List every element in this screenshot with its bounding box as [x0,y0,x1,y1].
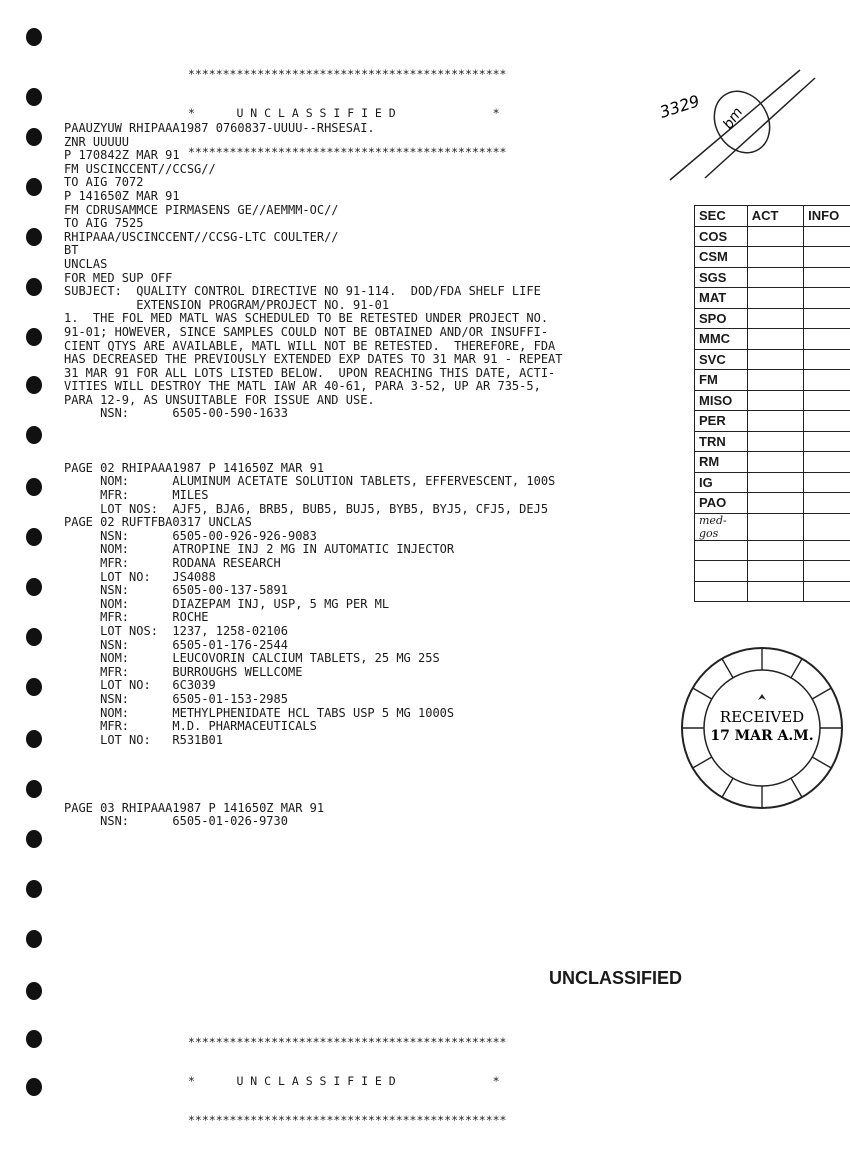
routing-row [695,288,850,309]
punch-hole [26,628,42,646]
message-line: PAAUZYUW RHIPAAA1987 0760837-UUUU--RHSESAI. [64,122,563,136]
message-line [64,775,563,789]
punch-hole [26,426,42,444]
message-line: NOM: METHYLPHENIDATE HCL TABS USP 5 MG 1000S [64,707,563,721]
message-line: MFR: BURROUGHS WELLCOME [64,666,563,680]
punch-hole [26,730,42,748]
banner-label: * U N C L A S S I F I E D * [188,107,507,120]
message-body [64,122,563,829]
routing-header: ACT [747,206,803,227]
stamp-divider [722,659,733,678]
routing-row [695,452,850,473]
message-line: NOM: ATROPINE INJ 2 MG IN AUTOMATIC INJECTOR [64,543,563,557]
routing-info-cell [804,472,850,493]
routing-info-cell [804,247,850,268]
banner-stars: ********************************************** [188,146,507,159]
handwritten-initials-text: bm [720,105,746,133]
banner-label: * U N C L A S S I F I E D * [188,1075,507,1088]
punch-hole [26,278,42,296]
routing-row [695,493,850,514]
routing-office: FM [695,370,748,391]
routing-row [695,226,850,247]
message-line: MFR: M.D. PHARMACEUTICALS [64,720,563,734]
message-line: PARA 12-9, AS UNSUITABLE FOR ISSUE AND USE. [64,394,563,408]
routing-info-cell [804,288,850,309]
message-line [64,761,563,775]
routing-office: TRN [695,431,748,452]
routing-office [695,581,748,602]
routing-row [695,329,850,350]
routing-office: SPO [695,308,748,329]
message-line: FM CDRUSAMMCE PIRMASENS GE//AEMMM-OC// [64,204,563,218]
message-line: MFR: RODANA RESEARCH [64,557,563,571]
message-line: NOM: DIAZEPAM INJ, USP, 5 MG PER ML [64,598,563,612]
routing-header: SEC [695,206,748,227]
punch-hole [26,678,42,696]
handwritten-initials [650,60,820,190]
routing-row [695,472,850,493]
message-line: LOT NO: R531B01 [64,734,563,748]
routing-office: CSM [695,247,748,268]
message-line: CIENT QTYS ARE AVAILABLE, MATL WILL NOT BE RETESTED. THEREFORE, FDA [64,340,563,354]
routing-info-cell [804,226,850,247]
banner-stars: ********************************************** [188,1036,507,1049]
message-line [64,435,563,449]
punch-hole [26,478,42,496]
message-line: NSN: 6505-00-926-926-9083 [64,530,563,544]
routing-info-cell [804,540,850,561]
message-line: NSN: 6505-01-026-9730 [64,815,563,829]
punch-hole [26,228,42,246]
received-date: 17 MAR A.M. [710,728,813,744]
punch-hole [26,1078,42,1096]
routing-act-cell [747,452,803,473]
routing-row [695,540,850,561]
routing-info-cell [804,370,850,391]
message-line [64,747,563,761]
routing-act-cell [747,308,803,329]
routing-row [695,431,850,452]
message-line: LOT NO: JS4088 [64,571,563,585]
message-line: 31 MAR 91 FOR ALL LOTS LISTED BELOW. UPON REACHING THIS DATE, ACTI- [64,367,563,381]
routing-info-cell [804,329,850,350]
routing-office: PAO [695,493,748,514]
routing-act-cell [747,329,803,350]
punch-hole [26,982,42,1000]
stamp-divider [693,757,712,768]
message-line: MFR: ROCHE [64,611,563,625]
routing-act-cell [747,411,803,432]
message-line: TO AIG 7525 [64,217,563,231]
message-line: ZNR UUUUU [64,136,563,150]
routing-act-cell [747,267,803,288]
message-line: 1. THE FOL MED MATL WAS SCHEDULED TO BE RETESTED UNDER PROJECT NO. [64,312,563,326]
message-line: PAGE 03 RHIPAAA1987 P 141650Z MAR 91 [64,802,563,816]
routing-row [695,411,850,432]
routing-row [695,581,850,602]
routing-info-cell [804,513,850,540]
routing-info-cell [804,390,850,411]
message-line: HAS DECREASED THE PREVIOUSLY EXTENDED EXP DATES TO 31 MAR 91 - REPEAT [64,353,563,367]
punch-hole [26,780,42,798]
message-line: SUBJECT: QUALITY CONTROL DIRECTIVE NO 91-114. DOD/FDA SHELF LIFE [64,285,563,299]
message-line: NSN: 6505-00-590-1633 [64,407,563,421]
message-line: BT [64,244,563,258]
message-line: P 170842Z MAR 91 [64,149,563,163]
routing-act-cell [747,288,803,309]
routing-act-cell [747,247,803,268]
routing-office [695,540,748,561]
banner-stars: ********************************************** [188,1114,507,1127]
routing-act-cell [747,472,803,493]
punch-hole [26,328,42,346]
message-line: VITIES WILL DESTROY THE MATL IAW AR 40-61, PARA 3-52, UP AR 735-5, [64,380,563,394]
punch-hole [26,1030,42,1048]
message-line: NSN: 6505-01-153-2985 [64,693,563,707]
routing-table [694,205,850,602]
message-line: UNCLAS [64,258,563,272]
routing-row [695,349,850,370]
routing-info-cell [804,349,850,370]
routing-row [695,247,850,268]
routing-office: RM [695,452,748,473]
routing-office [695,561,748,582]
routing-slip [694,205,850,602]
stamp-divider [693,688,712,699]
message-line: NSN: 6505-00-137-5891 [64,584,563,598]
punch-hole [26,880,42,898]
routing-row [695,513,850,540]
stamp-divider [722,778,733,797]
message-line: NOM: LEUCOVORIN CALCIUM TABLETS, 25 MG 25S [64,652,563,666]
message-line: LOT NOS: AJF5, BJA6, BRB5, BUB5, BUJ5, BYB5, BYJ5, CFJ5, DEJ5 [64,503,563,517]
unclassified-label: UNCLASSIFIED [549,968,682,989]
message-line: NOM: ALUMINUM ACETATE SOLUTION TABLETS, EFFERVESCENT, 100S [64,475,563,489]
routing-row [695,561,850,582]
punch-hole [26,376,42,394]
message-line: LOT NOS: 1237, 1258-02106 [64,625,563,639]
banner-stars: ********************************************** [188,68,507,81]
message-line [64,448,563,462]
message-line: LOT NO: 6C3039 [64,679,563,693]
punch-hole [26,88,42,106]
routing-office: MMC [695,329,748,350]
message-line: P 141650Z MAR 91 [64,190,563,204]
routing-info-cell [804,493,850,514]
routing-act-cell [747,226,803,247]
message-line: 91-01; HOWEVER, SINCE SAMPLES COULD NOT BE OBTAINED AND/OR INSUFFI- [64,326,563,340]
routing-act-cell [747,431,803,452]
routing-info-cell [804,452,850,473]
routing-act-cell [747,513,803,540]
stamp-divider [791,659,802,678]
routing-act-cell [747,493,803,514]
routing-act-cell [747,581,803,602]
received-stamp [676,642,848,814]
received-label: RECEIVED [720,708,804,726]
routing-info-cell [804,267,850,288]
message-line: NSN: 6505-01-176-2544 [64,639,563,653]
punch-hole [26,578,42,596]
classification-banner-bottom [188,1010,507,1153]
punch-hole [26,830,42,848]
routing-act-cell [747,540,803,561]
routing-act-cell [747,349,803,370]
stamp-divider [812,688,831,699]
routing-row [695,267,850,288]
routing-act-cell [747,370,803,391]
message-line: RHIPAAA/USCINCCENT//CCSG-LTC COULTER// [64,231,563,245]
routing-office: SGS [695,267,748,288]
routing-act-cell [747,390,803,411]
message-line: PAGE 02 RHIPAAA1987 P 141650Z MAR 91 [64,462,563,476]
routing-info-cell [804,581,850,602]
routing-row [695,370,850,391]
message-line: TO AIG 7072 [64,176,563,190]
routing-info-cell [804,308,850,329]
punch-hole [26,28,42,46]
handwritten-number: 3329 [657,91,702,122]
routing-row [695,390,850,411]
routing-office: COS [695,226,748,247]
routing-office: IG [695,472,748,493]
routing-office: SVC [695,349,748,370]
punch-hole [26,930,42,948]
routing-header: INFO [804,206,850,227]
routing-office: MAT [695,288,748,309]
punch-hole [26,178,42,196]
routing-info-cell [804,431,850,452]
routing-info-cell [804,411,850,432]
routing-row [695,308,850,329]
punch-holes [26,0,50,1105]
message-line [64,788,563,802]
message-line: FOR MED SUP OFF [64,272,563,286]
routing-act-cell [747,561,803,582]
routing-office: med-gos [695,513,748,540]
routing-office: MISO [695,390,748,411]
stamp-divider [791,778,802,797]
message-line: FM USCINCCENT//CCSG// [64,163,563,177]
routing-info-cell [804,561,850,582]
message-line [64,421,563,435]
stamp-divider [812,757,831,768]
routing-office: PER [695,411,748,432]
message-line: MFR: MILES [64,489,563,503]
punch-hole [26,128,42,146]
message-line: PAGE 02 RUFTFBA0317 UNCLAS [64,516,563,530]
punch-hole [26,528,42,546]
message-line: EXTENSION PROGRAM/PROJECT NO. 91-01 [64,299,563,313]
